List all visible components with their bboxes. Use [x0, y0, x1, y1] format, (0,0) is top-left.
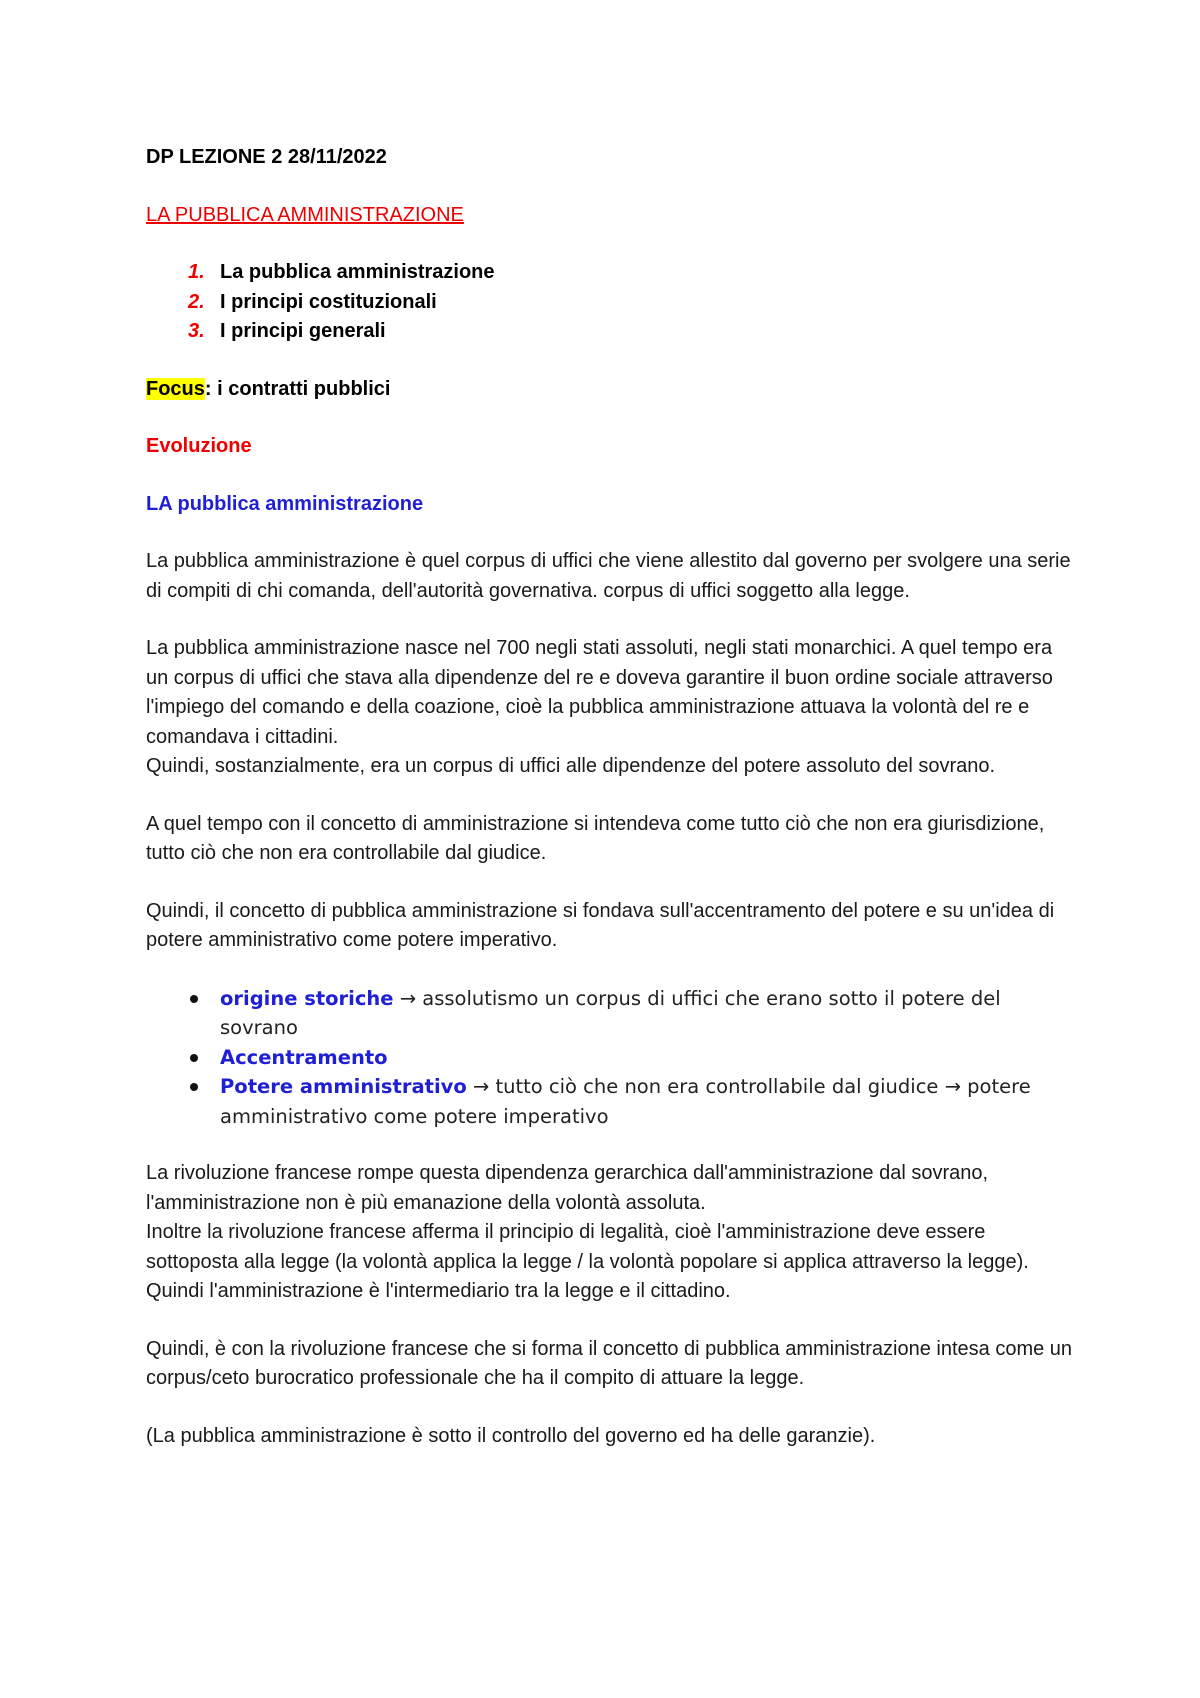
- bullet-content: [220, 984, 1076, 1043]
- list-number: 2.: [188, 290, 205, 313]
- bullet-item: [188, 1072, 1076, 1131]
- bullet-term: Potere amministrativo: [220, 1075, 467, 1098]
- paragraph: A quel tempo con il concetto di amministrazione si intendeva come tutto ciò che non era giurisdizione, tutto ciò che non era controllabile dal giudice.: [146, 812, 1045, 864]
- bullet-dot-icon: [188, 1072, 220, 1131]
- list-item: [188, 317, 1076, 347]
- paragraph: Quindi, il concetto di pubblica amministrazione si fondava sull'accentramento del potere e su un'idea di potere amministrativo come potere imperativo.: [146, 899, 1055, 951]
- bullet-list: [146, 984, 1076, 1132]
- focus-text: : i contratti pubblici: [204, 377, 391, 400]
- paragraph: La pubblica amministrazione è quel corpus di uffici che viene allestito dal governo per svolgere una serie di compiti di chi comanda, dell'autorità governativa. corpus di uffici soggetto alla legge.: [146, 550, 1071, 602]
- bullet-text: → tutto ciò che non era controllabile dal giudice → potere amministrativo come potere imperativo: [220, 1075, 1031, 1128]
- paragraph: La rivoluzione francese rompe questa dipendenza gerarchica dall'amministrazione dal sovrano, l'amministrazione non è più emanazione della volontà assoluta. Inoltre la rivoluzione francese afferma il principio di legalità, cioè l'amministrazione deve essere sottoposta alla legge (la volontà applica la legge / la volontà popolare si applica attraverso la legge). Quindi l'amministrazione è l'intermediario tra la legge e il cittadino.: [146, 1162, 1029, 1302]
- list-item-label: La pubblica amministrazione: [220, 261, 495, 283]
- bullet-content: [220, 1072, 1076, 1131]
- list-item-label: I principi generali: [220, 320, 386, 342]
- evoluzione-heading: Evoluzione: [146, 435, 252, 457]
- bullet-text: → assolutismo un corpus di uffici che erano sotto il potere del sovrano: [220, 986, 1001, 1039]
- topics-list: [146, 258, 1076, 347]
- document-body: [146, 143, 1076, 1479]
- bullet-item: [188, 1043, 1076, 1073]
- paragraph: La pubblica amministrazione nasce nel 700 negli stati assoluti, negli stati monarchici. A quel tempo era un corpus di uffici che stava alla dipendenze del re e doveva garantire il buon ordine sociale attraverso l'impiego del comando e della coazione, cioè la pubblica amministrazione attuava la volontà del re e comandava i cittadini. Quindi, sostanzialmente, era un corpus di uffici alle dipendenze del potere assoluto del sovrano.: [146, 637, 1053, 777]
- paragraph: (La pubblica amministrazione è sotto il controllo del governo ed ha delle garanzie).: [146, 1424, 876, 1447]
- document-title: DP LEZIONE 2 28/11/2022: [146, 146, 387, 168]
- bullet-item: [188, 984, 1076, 1043]
- bullet-dot-icon: [188, 984, 220, 1043]
- bullet-content: [220, 1043, 388, 1073]
- list-item: [188, 288, 1076, 318]
- focus-highlight: Focus: [146, 377, 205, 400]
- bullet-term: Accentramento: [220, 1045, 388, 1069]
- list-item-label: I principi costituzionali: [220, 290, 437, 313]
- subheading: LA pubblica amministrazione: [146, 492, 424, 515]
- bullet-term: origine storiche: [220, 986, 394, 1010]
- focus-line: [146, 375, 1076, 405]
- section-heading: LA PUBBLICA AMMINISTRAZIONE: [146, 203, 464, 226]
- list-item: [188, 258, 1076, 288]
- paragraph: Quindi, è con la rivoluzione francese che si forma il concetto di pubblica amministrazione intesa come un corpus/ceto burocratico professionale che ha il compito di attuare la legge.: [146, 1337, 1073, 1389]
- bullet-dot-icon: [188, 1043, 220, 1073]
- list-number: 3.: [188, 320, 205, 342]
- list-number: 1.: [188, 261, 205, 283]
